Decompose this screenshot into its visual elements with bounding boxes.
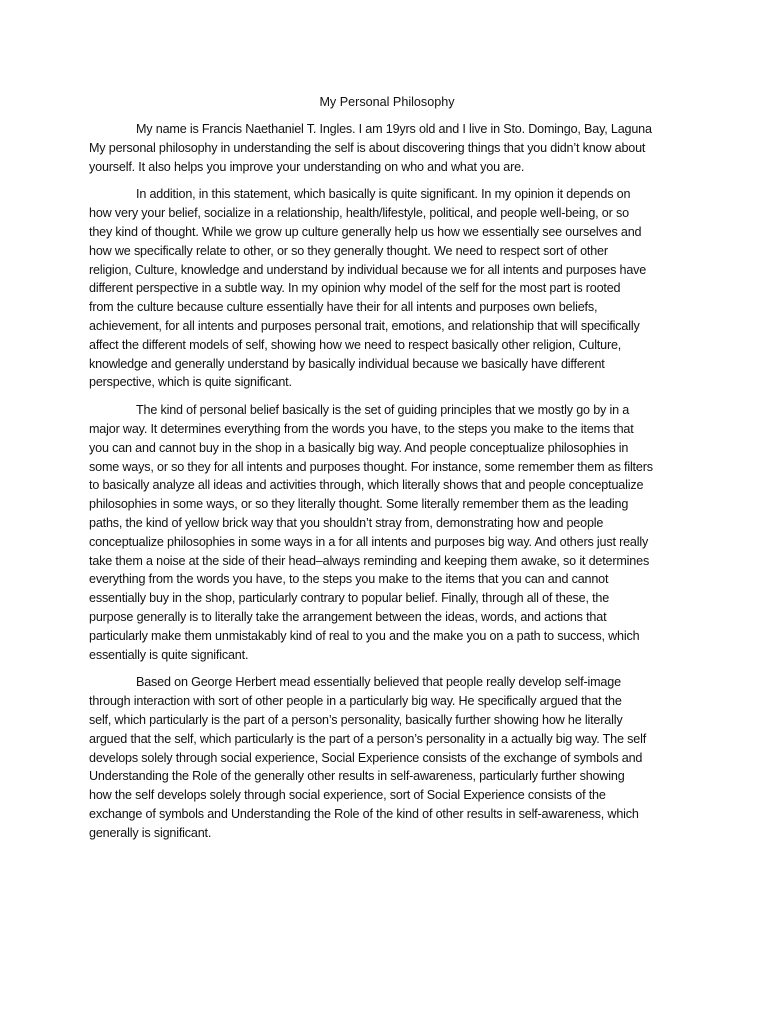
document-title: My Personal Philosophy [319, 95, 455, 109]
text-line: affect the different models of self, showing how we need to respect basically other religion, Culture, [89, 337, 622, 352]
text-line: My name is Francis Naethaniel T. Ingles. I am 19yrs old and I live in Sto. Domingo, Bay, Laguna [136, 122, 652, 136]
text-line: essentially is quite significant. [89, 647, 249, 662]
text-line: Based on George Herbert mead essentially believed that people really develop self-image [136, 675, 621, 690]
text-line: achievement, for all intents and purposes personal trait, emotions, and relationship that will specifically [89, 318, 640, 333]
text-line: perspective, which is quite significant. [89, 375, 292, 390]
text-line: take them a noise at the side of their head–always reminding and keeping them awake, so it determines [89, 553, 650, 568]
text-line: essentially buy in the shop, particularly contrary to popular belief. Finally, through all of these, the [89, 591, 610, 606]
text-line: how the self develops solely through social experience, sort of Social Experience consists of the [89, 788, 606, 803]
text-line: argued that the self, which particularly is the part of a person’s personality in a actually big way. The self [89, 731, 647, 746]
paragraph-2 [89, 185, 685, 392]
text-line: some ways, or so they for all intents and purposes thought. For instance, some remember them as filters [89, 459, 653, 474]
text-line: knowledge and generally understand by basically individual because we basically have different [89, 356, 605, 371]
paragraph-3 [89, 401, 685, 664]
paragraph-4 [89, 673, 685, 842]
text-line: to basically analyze all ideas and activities through, which literally shows that and people conceptualize [89, 478, 644, 493]
text-line: Understanding the Role of the generally other results in self-awareness, particularly further showing [89, 769, 625, 784]
text-line: you can and cannot buy in the shop in a basically big way. And people conceptualize philosophies in [89, 440, 629, 455]
paragraph-container [89, 120, 685, 842]
text-line: paths, the kind of yellow brick way that you shouldn’t stray from, demonstrating how and people [89, 515, 604, 530]
text-line: religion, Culture, knowledge and understand by individual because we for all intents and purposes have [89, 262, 647, 277]
text-line: philosophies in some ways, or so they literally thought. Some literally remember them as the leading [89, 497, 629, 512]
text-line: generally is significant. [89, 825, 212, 840]
text-line: conceptualize philosophies in some ways in a for all intents and purposes big way. And others just really [89, 534, 649, 549]
text-line: different perspective in a subtle way. In my opinion why model of the self for the most part is rooted [89, 281, 621, 296]
text-line: In addition, in this statement, which basically is quite significant. In my opinion it depends on [136, 187, 631, 202]
text-line: from the culture because culture essentially have their for all intents and purposes own beliefs, [89, 300, 598, 315]
paragraph-1 [89, 120, 685, 176]
text-line: particularly make them unmistakably kind of real to you and the make you on a path to success, which [89, 628, 640, 643]
text-line: how we specifically relate to other, or so they generally thought. We need to respect sort of other [89, 243, 608, 258]
text-line: yourself. It also helps you improve your understanding on who and what you are. [89, 159, 525, 174]
text-line: through interaction with sort of other people in a particularly big way. He specifically argued that the [89, 694, 622, 709]
text-line: everything from the words you have, to the steps you make to the items that you can and cannot [89, 572, 609, 587]
text-line: purpose generally is to literally take the arrangement between the ideas, words, and actions that [89, 609, 607, 624]
document-body [89, 94, 685, 851]
text-line: self, which particularly is the part of a person’s personality, basically further showing how he literally [89, 712, 623, 727]
text-line: major way. It determines everything from the words you have, to the steps you make to the items that [89, 421, 634, 436]
text-line: they kind of thought. While we grow up culture generally help us how we essentially see ourselves and [89, 224, 642, 239]
text-line: develops solely through social experience, Social Experience consists of the exchange of symbols and [89, 750, 643, 765]
text-line: The kind of personal belief basically is the set of guiding principles that we mostly go by in a [136, 403, 630, 418]
text-line: how very your belief, socialize in a relationship, health/lifestyle, political, and people well-being, or so [89, 206, 629, 221]
text-line: My personal philosophy in understanding the self is about discovering things that you didn’t know about [89, 140, 646, 155]
text-line: exchange of symbols and Understanding the Role of the kind of other results in self-awareness, which [89, 806, 639, 821]
